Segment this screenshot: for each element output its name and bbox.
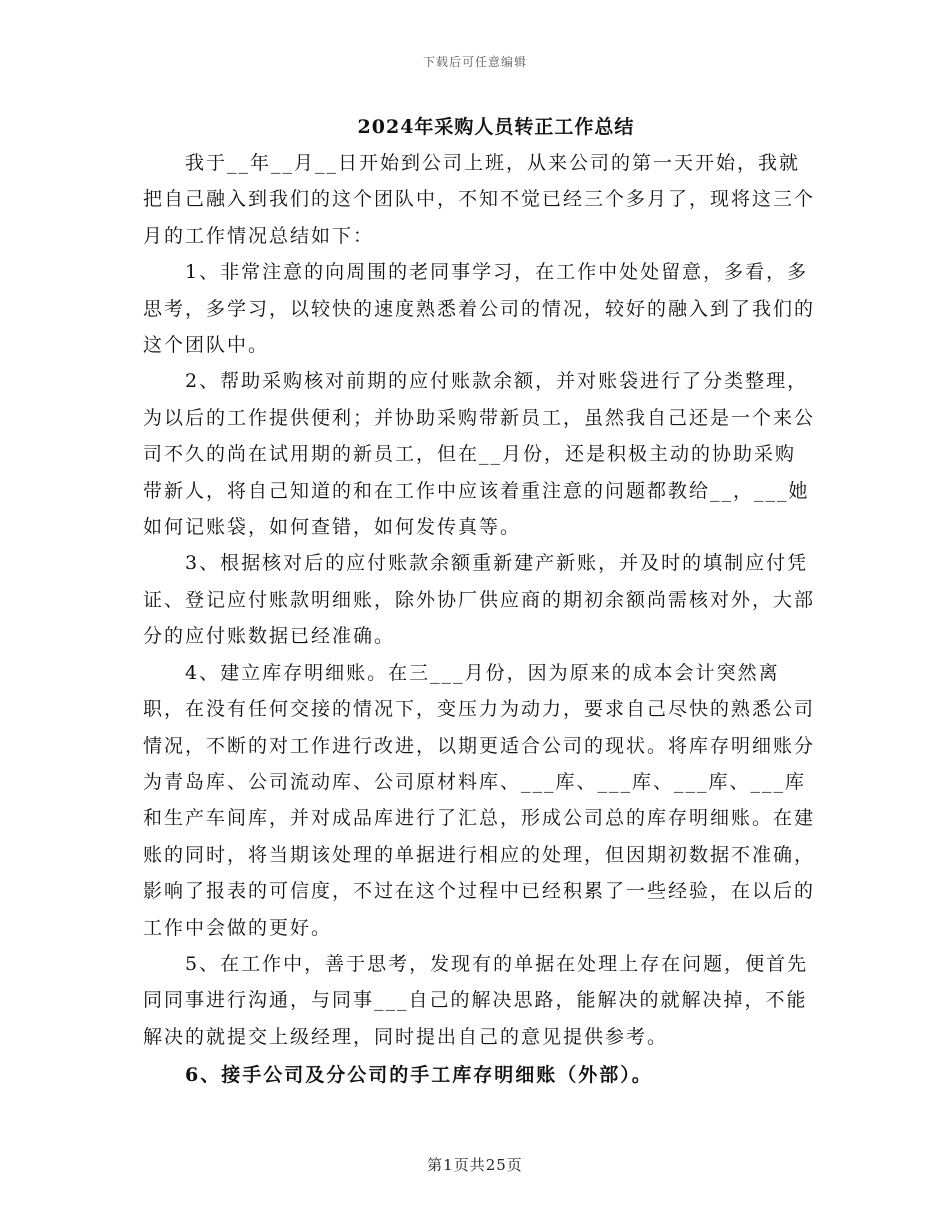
header-note: 下载后可任意编辑	[422, 55, 527, 69]
paragraph-item-1: 1、非常注意的向周围的老同事学习，在工作中处处留意，多看，多思考，多学习，以较快的速度熟悉着公司的情况，较好的融入到了我们的这个团队中。	[143, 261, 816, 357]
paragraph-item-2: 2、帮助采购核对前期的应付账款余额，并对账袋进行了分类整理，为以后的工作提供便利；并协助采购带新员工，虽然我自己还是一个来公司不久的尚在试用期的新员工，但在__月份，还是积极主动的协助采购带新人，将自己知道的和在工作中应该着重注意的问题都教给__，___她如何记账袋，如何查错，如何发传真等。	[143, 370, 816, 539]
paragraph-item-6-heading: 6、接手公司及分公司的手工库存明细账（外部）。	[185, 1064, 653, 1087]
document-title: 2024年采购人员转正工作总结	[357, 116, 635, 138]
paragraph-intro: 我于__年__月__日开始到公司上班，从来公司的第一天开始，我就把自己融入到我们的这个团队中，不知不觉已经三个多月了，现将这三个月的工作情况总结如下：	[143, 152, 816, 247]
paragraph-item-4: 4、建立库存明细账。在三___月份，因为原来的成本会计突然离职，在没有任何交接的情况下，变压力为动力，要求自己尽快的熟悉公司情况，不断的对工作进行改进，以期更适合公司的现状。将库存明细账分为青岛库、公司流动库、公司原材料库、___库、___库、___库、___库和生产车间库，并对成品库进行了汇总，形成公司总的库存明细账。在建账的同时，将当期该处理的单据进行相应的处理，但因期初数据不准确，影响了报表的可信度，不过在这个过程中已经积累了一些经验，在以后的工作中会做的更好。	[143, 661, 816, 939]
paragraph-item-3: 3、根据核对后的应付账款余额重新建产新账，并及时的填制应付凭证、登记应付账款明细账，除外协厂供应商的期初余额尚需核对外，大部分的应付账数据已经准确。	[143, 552, 816, 648]
page-number: 第1页共25页	[427, 1156, 523, 1174]
paragraph-item-5: 5、在工作中，善于思考，发现有的单据在处理上存在问题，便首先同同事进行沟通，与同事___自己的解决思路，能解决的就解决掉，不能解决的就提交上级经理，同时提出自己的意见提供参考。	[143, 952, 809, 1048]
document-body	[143, 145, 815, 1094]
